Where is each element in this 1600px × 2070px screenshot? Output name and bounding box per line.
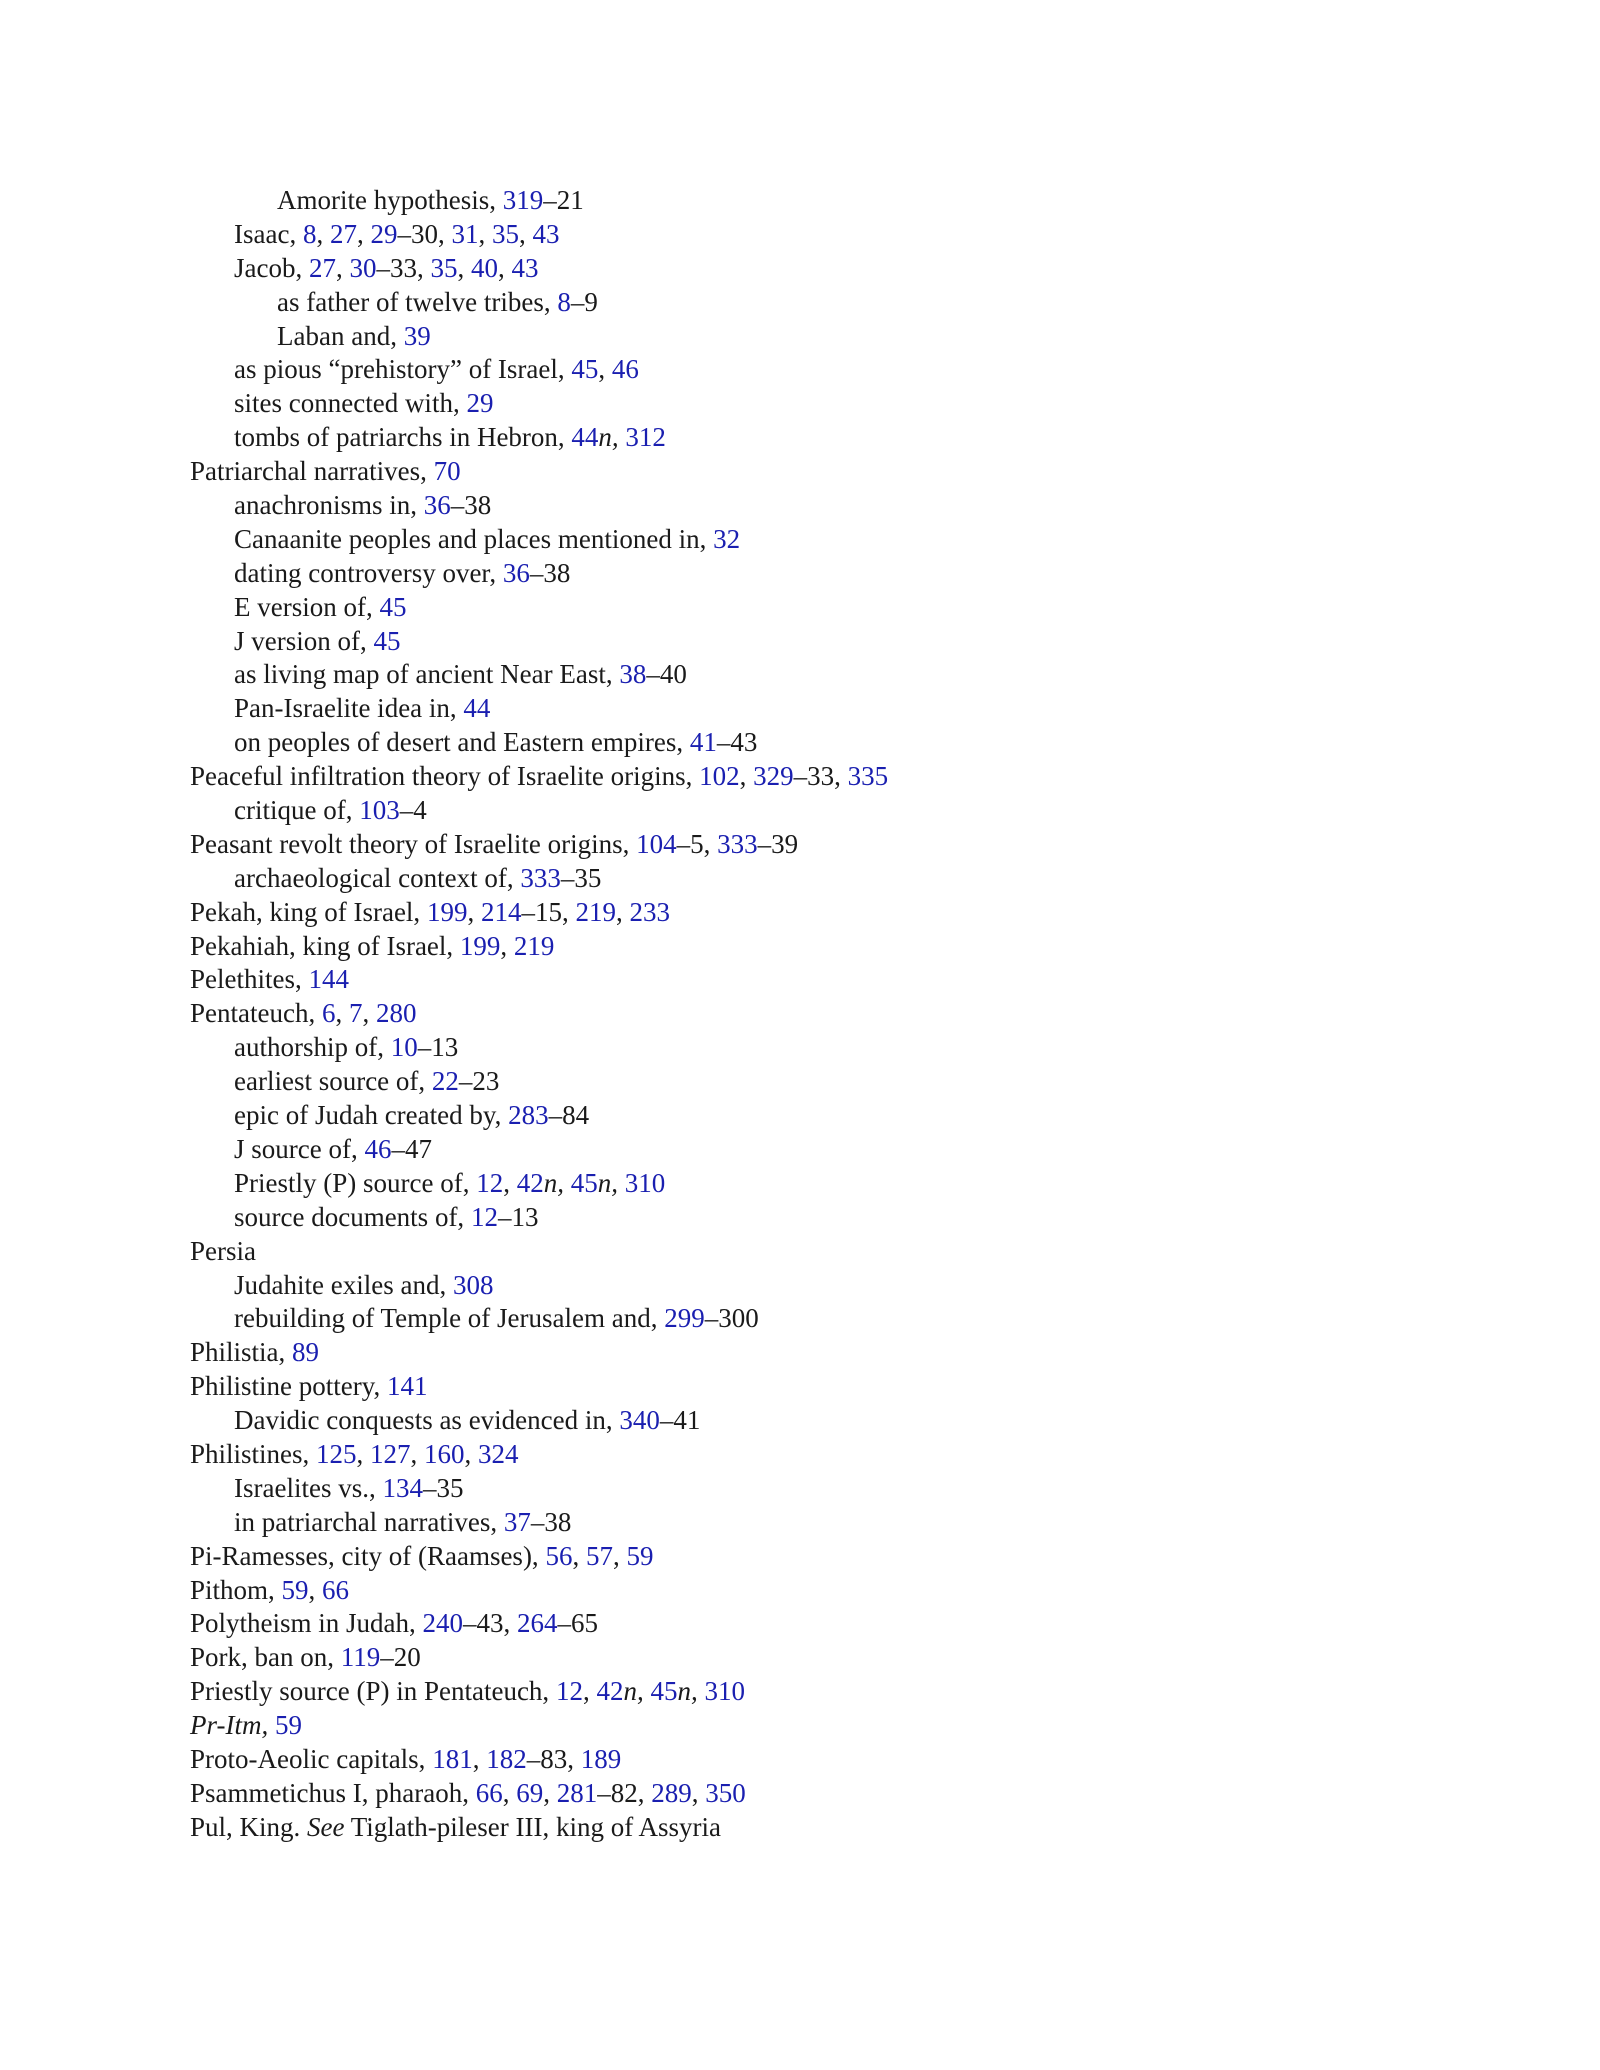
page-link[interactable]: 214 [480, 896, 522, 927]
page-link[interactable]: 333 [520, 862, 561, 893]
page-link[interactable]: 36 [423, 490, 451, 521]
page-link[interactable]: 134 [382, 1472, 423, 1503]
page-link[interactable]: 12 [555, 1676, 583, 1707]
page-link[interactable]: 182 [486, 1743, 527, 1774]
page-link[interactable]: 329 [753, 761, 794, 792]
entry-text: –4 [399, 795, 427, 826]
italic-text: n, [543, 1167, 564, 1198]
page-link[interactable]: 160 [424, 1438, 465, 1469]
entry-text: Pentateuch, [190, 998, 322, 1029]
entry-text: in patriarchal narratives, [234, 1506, 504, 1537]
entry-text: –83, [526, 1743, 581, 1774]
page-link[interactable]: 189 [580, 1743, 622, 1774]
index-entry [190, 930, 1490, 964]
page-link[interactable]: 310 [704, 1676, 745, 1707]
entry-text: archaeological context of, [234, 862, 521, 893]
entry-text: Patriarchal narratives, [190, 456, 434, 487]
page-link[interactable]: 45 [570, 1167, 598, 1198]
entry-text: , [308, 1574, 323, 1605]
entry-text [564, 1168, 571, 1198]
index-subentry [190, 421, 1490, 455]
page-link[interactable]: 22 [431, 1066, 459, 1097]
entry-text: Priestly source (P) in Pentateuch, [190, 1676, 556, 1707]
page-link[interactable]: 283 [508, 1100, 549, 1131]
page-link[interactable]: 27 [308, 252, 336, 283]
index-subentry [190, 387, 1490, 421]
entry-text: –5, [676, 828, 718, 859]
entry-text: , [472, 1743, 487, 1774]
index-page [190, 184, 1490, 1845]
index-subentry [190, 1302, 1490, 1336]
entry-text: epic of Judah created by, [234, 1100, 509, 1131]
page-link[interactable]: 29 [370, 218, 398, 249]
page-link[interactable]: 199 [459, 930, 501, 961]
entry-text: , [316, 218, 330, 249]
page-link[interactable]: 335 [847, 761, 889, 792]
page-link[interactable]: 69 [516, 1777, 544, 1808]
page-link[interactable]: 66 [475, 1777, 503, 1808]
page-link[interactable]: 59 [274, 1710, 302, 1741]
page-link[interactable]: 42 [596, 1676, 624, 1707]
entry-text: anachronisms in, [234, 490, 424, 521]
page-link[interactable]: 70 [433, 456, 461, 487]
entry-text: –82, [597, 1777, 652, 1808]
page-link[interactable]: 281 [556, 1777, 598, 1808]
entry-text: sites connected with, [234, 388, 467, 419]
entry-text: –21 [543, 185, 584, 215]
entry-text: , [615, 896, 630, 927]
entry-text: –43, [463, 1608, 518, 1639]
page-link[interactable]: 219 [575, 896, 616, 927]
page-link[interactable]: 310 [624, 1167, 666, 1198]
entry-text: Davidic conquests as evidenced in, [234, 1405, 620, 1436]
page-link[interactable]: 36 [502, 557, 530, 588]
entry-text: , [467, 896, 481, 927]
page-link[interactable]: 127 [370, 1438, 411, 1469]
entry-text: dating controversy over, [234, 557, 503, 588]
index-subentry [190, 726, 1490, 760]
entry-text: –15, [521, 896, 576, 927]
entry-text: , [502, 1777, 517, 1808]
page-link[interactable]: 45 [571, 354, 599, 385]
entry-text: Peasant revolt theory of Israelite origins, [190, 828, 637, 859]
index-subentry [190, 184, 1490, 218]
index-entry [190, 1743, 1490, 1777]
page-link[interactable]: 181 [432, 1743, 473, 1774]
entry-text: –43 [716, 727, 758, 758]
page-link[interactable]: 299 [664, 1303, 705, 1334]
entry-text: , [500, 930, 514, 961]
entry-text: rebuilding of Temple of Jerusalem and, [234, 1303, 665, 1334]
index-subentry [190, 1133, 1490, 1167]
page-link[interactable]: 264 [517, 1608, 558, 1639]
entry-text: Canaanite peoples and places mentioned in, [234, 523, 714, 554]
italic-text: n, [677, 1676, 698, 1707]
page-link[interactable]: 103 [359, 795, 400, 826]
page-link[interactable]: 59 [626, 1540, 654, 1571]
index-subentry [190, 320, 1490, 354]
page-link[interactable]: 57 [585, 1540, 613, 1571]
entry-text: Philistines, [190, 1438, 317, 1469]
page-link[interactable]: 12 [470, 1201, 498, 1232]
entry-text: –65 [557, 1608, 599, 1639]
page-link[interactable]: 289 [651, 1777, 692, 1808]
page-link[interactable]: 308 [452, 1269, 494, 1300]
entry-text [268, 1710, 275, 1740]
page-link[interactable]: 45 [373, 625, 401, 656]
entry-text: Pekah, king of Israel, [190, 896, 427, 927]
entry-text: J source of, [234, 1133, 365, 1164]
italic-text: n, [598, 422, 619, 453]
index-entry [190, 455, 1490, 489]
entry-text: –38 [450, 490, 492, 521]
page-link[interactable]: 35 [491, 218, 519, 249]
page-link[interactable]: 12 [476, 1167, 504, 1198]
page-link[interactable]: 39 [403, 320, 431, 351]
page-link[interactable]: 42 [516, 1167, 544, 1198]
entry-text: , [457, 252, 471, 283]
entry-text: –41 [659, 1405, 701, 1436]
entry-text: –40 [646, 659, 687, 690]
page-link[interactable]: 319 [502, 185, 544, 215]
entry-text: , [356, 218, 371, 249]
entry-text: , [691, 1777, 706, 1808]
entry-text: , [497, 252, 512, 283]
page-link[interactable]: 41 [689, 727, 717, 758]
entry-text: Israelites vs., [234, 1472, 383, 1503]
index-entry [190, 1438, 1490, 1472]
entry-text: Psammetichus I, pharaoh, [190, 1777, 476, 1808]
index-subentry [190, 1167, 1490, 1201]
index-entry [190, 828, 1490, 862]
index-subentry [190, 286, 1490, 320]
entry-text: –38 [529, 557, 571, 588]
entry-text: Pul, King. [190, 1811, 308, 1842]
entry-text: –33, [793, 761, 848, 792]
entry-text: –35 [422, 1472, 464, 1503]
page-link[interactable]: 104 [636, 828, 677, 859]
page-link[interactable]: 233 [629, 896, 670, 927]
entry-text: , [478, 218, 492, 249]
page-link[interactable]: 38 [619, 659, 647, 690]
entry-text: Philistine pottery, [190, 1371, 387, 1402]
page-link[interactable]: 8 [557, 286, 571, 317]
entry-text: , [739, 761, 754, 792]
index-subentry [190, 1201, 1490, 1235]
entry-text: , [598, 354, 612, 385]
entry-text: –13 [417, 1032, 459, 1063]
entry-text: –13 [497, 1201, 539, 1232]
entry-text: , [335, 998, 349, 1029]
entry-text: , [503, 1167, 517, 1198]
page-link[interactable]: 125 [316, 1438, 357, 1469]
index-entry [190, 1607, 1490, 1641]
entry-text: , [335, 252, 350, 283]
italic-text: Pr-Itm, [190, 1710, 269, 1741]
index-entry [190, 1641, 1490, 1675]
page-link[interactable]: 7 [348, 998, 363, 1029]
index-subentry [190, 523, 1490, 557]
entry-text: , [543, 1777, 557, 1808]
index-subentry [190, 557, 1490, 591]
entry-text: , [410, 1438, 425, 1469]
page-link[interactable]: 44 [571, 422, 599, 453]
entry-text: –9 [570, 286, 598, 317]
page-link[interactable]: 44 [463, 693, 491, 724]
entry-text: , [582, 1676, 597, 1707]
index-entry [190, 1675, 1490, 1709]
index-entry [190, 1777, 1490, 1811]
entry-text: Isaac, [234, 218, 303, 249]
page-link[interactable]: 45 [379, 591, 407, 622]
page-link[interactable]: 10 [390, 1032, 418, 1063]
entry-text: E version of, [234, 591, 380, 622]
entry-text: Pan-Israelite idea in, [234, 693, 464, 724]
entry-text: , [356, 1438, 371, 1469]
page-link[interactable]: 45 [650, 1676, 678, 1707]
index-entry [190, 1709, 1490, 1743]
index-subentry [190, 489, 1490, 523]
page-link[interactable]: 43 [511, 252, 539, 283]
index-entry [190, 1811, 1490, 1845]
entry-text: Persia [190, 1235, 256, 1266]
index-entry [190, 1574, 1490, 1608]
entry-text: Priestly (P) source of, [234, 1167, 477, 1198]
index-subentry [190, 658, 1490, 692]
index-entry [190, 760, 1490, 794]
page-link[interactable]: 66 [322, 1574, 350, 1605]
page-link[interactable]: 312 [625, 422, 666, 453]
page-link[interactable]: 56 [545, 1540, 573, 1571]
index-entry [190, 997, 1490, 1031]
entry-text [618, 1168, 625, 1198]
page-link[interactable]: 31 [451, 218, 479, 249]
entry-text: , [362, 998, 376, 1029]
entry-text: Pi-Ramesses, city of (Raamses), [190, 1540, 546, 1571]
index-subentry [190, 1031, 1490, 1065]
index-subentry [190, 1099, 1490, 1133]
entry-text: Peaceful infiltration theory of Israelite origins, [190, 761, 700, 792]
page-link[interactable]: 340 [619, 1405, 660, 1436]
entry-text: –23 [458, 1066, 500, 1097]
index-subentry [190, 1472, 1490, 1506]
page-link[interactable]: 37 [503, 1506, 531, 1537]
index-subentry [190, 692, 1490, 726]
page-link[interactable]: 32 [713, 523, 741, 554]
index-subentry [190, 794, 1490, 828]
page-link[interactable]: 199 [426, 896, 468, 927]
page-link[interactable]: 6 [321, 998, 336, 1029]
page-link[interactable]: 141 [387, 1371, 428, 1402]
entry-text: –30, [397, 218, 452, 249]
index-subentry [190, 252, 1490, 286]
entry-text: –33, [376, 252, 431, 283]
entry-text: , [464, 1438, 479, 1469]
page-link[interactable]: 102 [699, 761, 740, 792]
page-link[interactable]: 8 [302, 218, 317, 249]
page-link[interactable]: 280 [375, 998, 417, 1029]
page-link[interactable]: 350 [705, 1777, 746, 1808]
entry-text: Pork, ban on, [190, 1642, 341, 1673]
entry-text: –38 [530, 1506, 572, 1537]
entry-text: Pekahiah, king of Israel, [190, 930, 460, 961]
entry-text: –47 [391, 1133, 432, 1164]
entry-text: –39 [757, 828, 799, 859]
index-entry [190, 1540, 1490, 1574]
page-link[interactable]: 144 [308, 964, 349, 995]
italic-text: See [307, 1811, 345, 1842]
index-subentry [190, 1506, 1490, 1540]
entry-text: Judahite exiles and, [234, 1269, 453, 1300]
entry-text: J version of, [234, 625, 374, 656]
entry-text: critique of, [234, 795, 360, 826]
entry-text: Laban and, [277, 320, 404, 351]
entry-text: Amorite hypothesis, [277, 185, 503, 215]
index-subentry [190, 625, 1490, 659]
entry-text: , [612, 1540, 627, 1571]
index-subentry [190, 591, 1490, 625]
entry-text: Pithom, [190, 1574, 282, 1605]
index-subentry [190, 862, 1490, 896]
index-entry [190, 1235, 1490, 1269]
page-link[interactable]: 89 [292, 1337, 320, 1368]
index-subentry [190, 218, 1490, 252]
entry-text: source documents of, [234, 1201, 471, 1232]
index-subentry [190, 353, 1490, 387]
page-link[interactable]: 46 [364, 1133, 392, 1164]
page-link[interactable]: 29 [466, 388, 494, 419]
entry-text: –84 [548, 1100, 590, 1131]
page-link[interactable]: 119 [340, 1642, 381, 1673]
page-link[interactable]: 27 [329, 218, 357, 249]
entry-text: Proto-Aeolic capitals, [190, 1743, 433, 1774]
entry-text: as living map of ancient Near East, [234, 659, 620, 690]
entry-text: –300 [704, 1303, 759, 1334]
page-link[interactable]: 219 [513, 930, 555, 961]
page-link[interactable]: 240 [422, 1608, 464, 1639]
page-link[interactable]: 324 [478, 1438, 519, 1469]
index-entry [190, 1336, 1490, 1370]
italic-text: n, [623, 1676, 644, 1707]
entry-text: as father of twelve tribes, [277, 286, 558, 317]
entry-text: , [518, 218, 533, 249]
index-subentry [190, 1404, 1490, 1438]
index-entry [190, 1370, 1490, 1404]
page-link[interactable]: 333 [717, 828, 758, 859]
entry-text: Philistia, [190, 1337, 293, 1368]
entry-text: on peoples of desert and Eastern empires, [234, 727, 690, 758]
entry-text: , [572, 1540, 586, 1571]
page-link[interactable]: 35 [430, 252, 458, 283]
entry-text: earliest source of, [234, 1066, 432, 1097]
entry-text: –20 [380, 1642, 421, 1673]
page-link[interactable]: 43 [532, 218, 560, 249]
index-subentry [190, 1269, 1490, 1303]
page-link[interactable]: 40 [470, 252, 498, 283]
index-subentry [190, 1065, 1490, 1099]
index-entry [190, 963, 1490, 997]
entry-text: Polytheism in Judah, [190, 1608, 423, 1639]
entry-text: Tiglath-pileser III, king of Assyria [344, 1811, 721, 1842]
page-link[interactable]: 59 [281, 1574, 309, 1605]
page-link[interactable]: 30 [349, 252, 377, 283]
entry-text: as pious “prehistory” of Israel, [234, 354, 572, 385]
entry-text: Pelethites, [190, 964, 309, 995]
entry-text: –35 [560, 862, 602, 893]
page-link[interactable]: 46 [611, 354, 639, 385]
index-entry [190, 896, 1490, 930]
entry-text: authorship of, [234, 1032, 391, 1063]
italic-text: n, [597, 1167, 618, 1198]
entry-text: tombs of patriarchs in Hebron, [234, 422, 572, 453]
entry-text: Jacob, [234, 252, 309, 283]
